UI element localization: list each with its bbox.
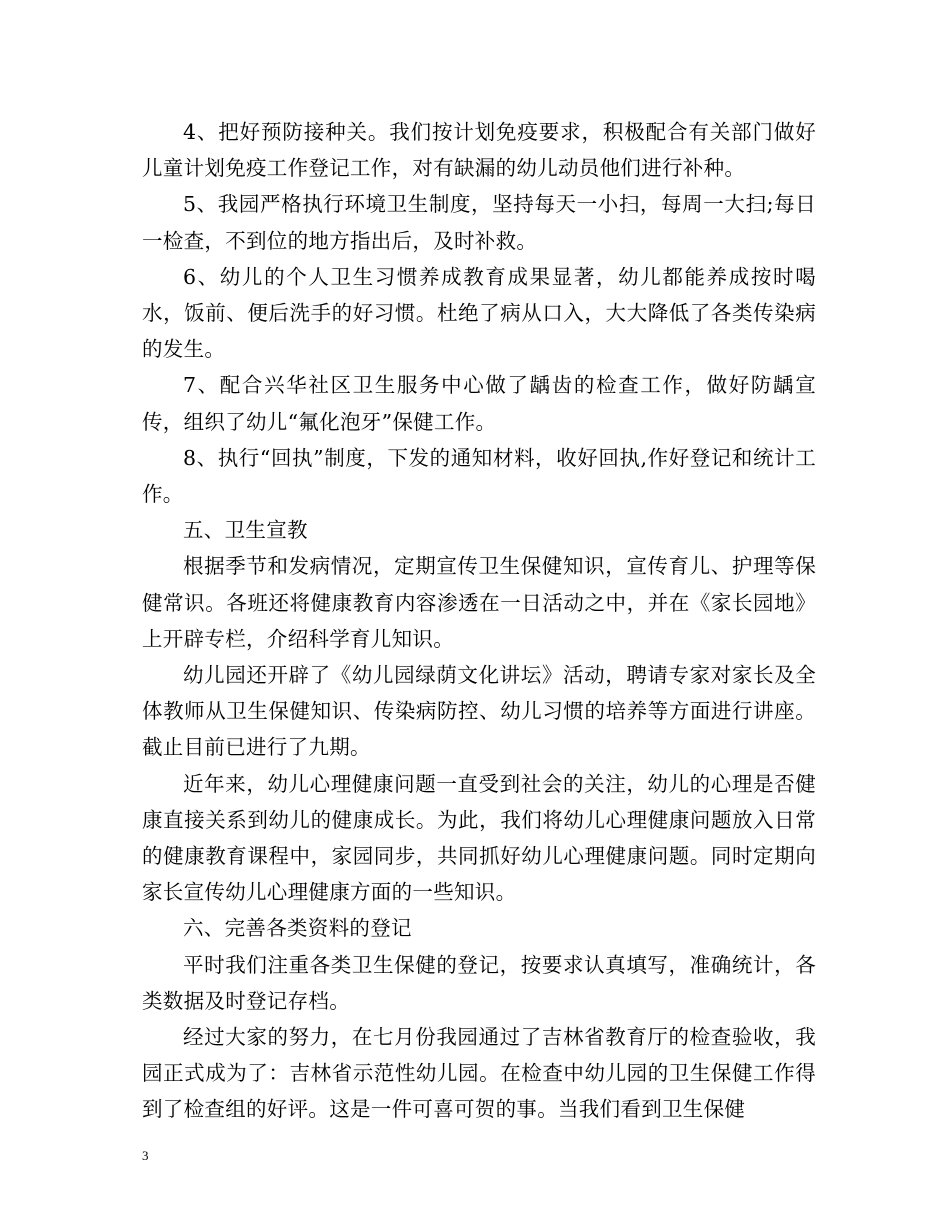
paragraph-item-6: 6、幼儿的个人卫生习惯养成教育成果显著，幼儿都能养成按时喝水，饭前、便后洗手的好习惯。杜绝了病从口入，大大降低了各类传染病的发生。	[142, 264, 816, 362]
paragraph-records-1: 平时我们注重各类卫生保健的登记，按要求认真填写，准确统计，各类数据及时登记存档。	[142, 952, 816, 1013]
section-heading-health-education: 五、卫生宣教	[183, 518, 308, 543]
document-body	[142, 114, 816, 1128]
section-heading-records: 六、完善各类资料的登记	[183, 916, 412, 941]
paragraph-item-5: 5、我园严格执行环境卫生制度，坚持每天一小扫，每周一大扫;每日一检查，不到位的地方指出后，及时补救。	[142, 192, 816, 253]
paragraph-item-8: 8、执行“回执”制度，下发的通知材料，收好回执,作好登记和统计工作。	[142, 445, 816, 507]
paragraph-item-4: 4、把好预防接种关。我们按计划免疫要求，积极配合有关部门做好儿童计划免疫工作登记工作，对有缺漏的幼儿动员他们进行补种。	[142, 120, 816, 181]
paragraph-health-education-2: 幼儿园还开辟了《幼儿园绿荫文化讲坛》活动，聘请专家对家长及全体教师从卫生保健知识、传染病防控、幼儿习惯的培养等方面进行讲座。截止目前已进行了九期。	[142, 663, 816, 760]
paragraph-health-education-1: 根据季节和发病情况，定期宣传卫生保健知识，宣传育儿、护理等保健常识。各班还将健康教育内容渗透在一日活动之中，并在《家长园地》上开辟专栏，介绍科学育儿知识。	[142, 554, 816, 651]
paragraph-item-7: 7、配合兴华社区卫生服务中心做了龋齿的检查工作，做好防龋宣传，组织了幼儿“氟化泡牙”保健工作。	[142, 373, 816, 434]
page-number: 3	[142, 1148, 149, 1163]
paragraph-records-2: 经过大家的努力，在七月份我园通过了吉林省教育厅的检查验收，我园正式成为了：吉林省示范性幼儿园。在检查中幼儿园的卫生保健工作得到了检查组的好评。这是一件可喜可贺的事。当我们看到卫生保健	[142, 1025, 816, 1122]
paragraph-health-education-3: 近年来，幼儿心理健康问题一直受到社会的关注，幼儿的心理是否健康直接关系到幼儿的健康成长。为此，我们将幼儿心理健康问题放入日常的健康教育课程中，家园同步，共同抓好幼儿心理健康问题。同时定期向家长宣传幼儿心理健康方面的一些知识。	[142, 771, 816, 905]
